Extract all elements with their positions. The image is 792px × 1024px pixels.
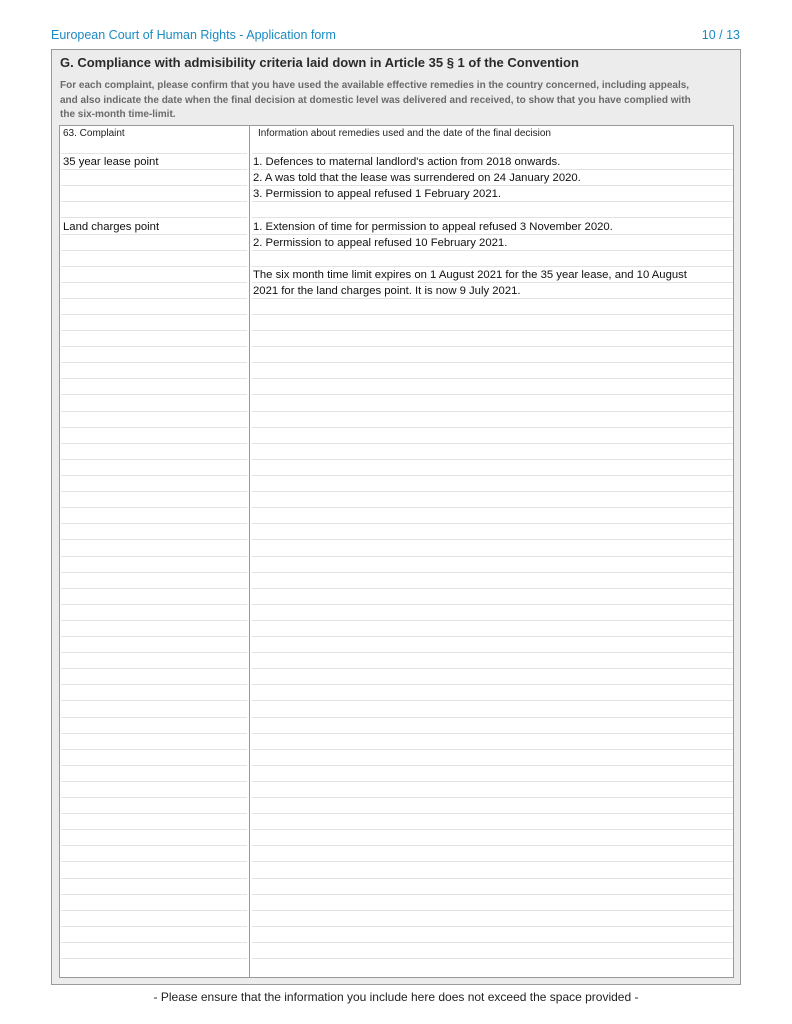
ruled-line (252, 958, 733, 959)
ruled-line (61, 636, 247, 637)
ruled-line (252, 765, 733, 766)
ruled-line (252, 733, 733, 734)
ruled-line (61, 346, 247, 347)
ruled-line (61, 878, 247, 879)
remedies-table (59, 125, 734, 978)
ruled-line (61, 894, 247, 895)
ruled-line (252, 523, 733, 524)
ruled-line (252, 845, 733, 846)
ruled-line (61, 604, 247, 605)
ruled-line (252, 829, 733, 830)
ruled-line (61, 652, 247, 653)
ruled-line (61, 556, 247, 557)
ruled-line (61, 588, 247, 589)
section-title: G. Compliance with admisibility criteria laid down in Article 35 § 1 of the Convention (60, 55, 579, 70)
ruled-line (61, 733, 247, 734)
ruled-line (61, 250, 247, 251)
ruled-line (61, 572, 247, 573)
ruled-line (252, 556, 733, 557)
page-number: 10 / 13 (701, 28, 740, 42)
ruled-line (252, 572, 733, 573)
ruled-line (61, 620, 247, 621)
complaint-field[interactable]: Land charges point (63, 221, 160, 233)
ruled-line (61, 942, 247, 943)
ruled-line (61, 459, 247, 460)
ruled-line (61, 700, 247, 701)
ruled-line (61, 282, 247, 283)
ruled-line (252, 588, 733, 589)
ruled-line (252, 378, 733, 379)
ruled-line (61, 523, 247, 524)
ruled-line (252, 539, 733, 540)
ruled-line (61, 507, 247, 508)
ruled-line (252, 411, 733, 412)
ruled-line (61, 266, 247, 267)
ruled-line (252, 217, 733, 218)
ruled-line (61, 411, 247, 412)
ruled-line (252, 330, 733, 331)
instruction-line: and also indicate the date when the final decision at domestic level was delivered and received, to show that you have complied with (60, 94, 691, 106)
ruled-line (61, 813, 247, 814)
ruled-line (61, 861, 247, 862)
ruled-line (61, 362, 247, 363)
ruled-line (252, 346, 733, 347)
ruled-line (61, 491, 247, 492)
section-g (51, 49, 741, 985)
ruled-line (252, 620, 733, 621)
ruled-line (252, 394, 733, 395)
remedy-info-line[interactable]: 1. Defences to maternal landlord's action from 2018 onwards. (253, 156, 561, 168)
ruled-line (61, 394, 247, 395)
ruled-line (252, 491, 733, 492)
ruled-line (61, 330, 247, 331)
complaint-field[interactable]: 35 year lease point (63, 156, 159, 168)
instruction-line: For each complaint, please confirm that you have used the available effective remedies in the country concerned, including appeals, (60, 80, 690, 91)
ruled-line (252, 652, 733, 653)
ruled-line (61, 539, 247, 540)
ruled-line (61, 201, 247, 202)
ruled-line (252, 475, 733, 476)
ruled-line (61, 427, 247, 428)
ruled-line (252, 604, 733, 605)
ruled-line (61, 717, 247, 718)
ruled-line (61, 765, 247, 766)
ruled-line (252, 362, 733, 363)
space-notice: - Please ensure that the information you include here does not exceed the space provided - (153, 990, 639, 1004)
remedy-info-line[interactable]: 2. Permission to appeal refused 10 February 2021. (253, 237, 508, 249)
ruled-line (61, 443, 247, 444)
ruled-line (61, 684, 247, 685)
remedy-info-line[interactable]: 2. A was told that the lease was surrendered on 24 January 2020. (253, 172, 581, 184)
ruled-line (252, 942, 733, 943)
ruled-line (252, 507, 733, 508)
ruled-line (61, 668, 247, 669)
ruled-line (61, 910, 247, 911)
ruled-line (252, 314, 733, 315)
ruled-line (252, 926, 733, 927)
ruled-line (61, 845, 247, 846)
section-instructions (60, 79, 735, 123)
page-header (51, 27, 740, 43)
ruled-line (61, 958, 247, 959)
ruled-line (252, 910, 733, 911)
ruled-line (252, 668, 733, 669)
ruled-line (61, 781, 247, 782)
ruled-line (252, 684, 733, 685)
column-divider (249, 126, 250, 977)
remedy-info-line[interactable]: 2021 for the land charges point. It is now 9 July 2021. (253, 285, 521, 297)
remedy-info-line[interactable]: 3. Permission to appeal refused 1 February 2021. (253, 188, 502, 200)
ruled-line (61, 185, 247, 186)
ruled-line (61, 314, 247, 315)
form-title: European Court of Human Rights - Application form (51, 28, 336, 42)
ruled-line (252, 700, 733, 701)
ruled-line (252, 443, 733, 444)
ruled-line (61, 926, 247, 927)
information-column-header: Information about remedies used and the date of the final decision (258, 128, 551, 139)
ruled-line (252, 894, 733, 895)
ruled-line (252, 636, 733, 637)
ruled-line (252, 797, 733, 798)
remedy-info-line[interactable]: The six month time limit expires on 1 August 2021 for the 35 year lease, and 10 August (253, 269, 687, 281)
ruled-line (61, 475, 247, 476)
ruled-line (252, 427, 733, 428)
remedy-info-line[interactable]: 1. Extension of time for permission to appeal refused 3 November 2020. (253, 221, 613, 233)
ruled-line (61, 298, 247, 299)
ruled-line (252, 861, 733, 862)
ruled-line (61, 749, 247, 750)
ruled-line (252, 749, 733, 750)
complaint-column-header: 63. Complaint (63, 128, 125, 139)
ruled-line (61, 378, 247, 379)
ruled-line (252, 459, 733, 460)
ruled-line (252, 878, 733, 879)
instruction-line: the six-month time-limit. (60, 109, 176, 120)
ruled-line (252, 781, 733, 782)
ruled-line (252, 813, 733, 814)
ruled-line (252, 717, 733, 718)
ruled-line (61, 829, 247, 830)
ruled-line (61, 797, 247, 798)
ruled-line (61, 217, 247, 218)
